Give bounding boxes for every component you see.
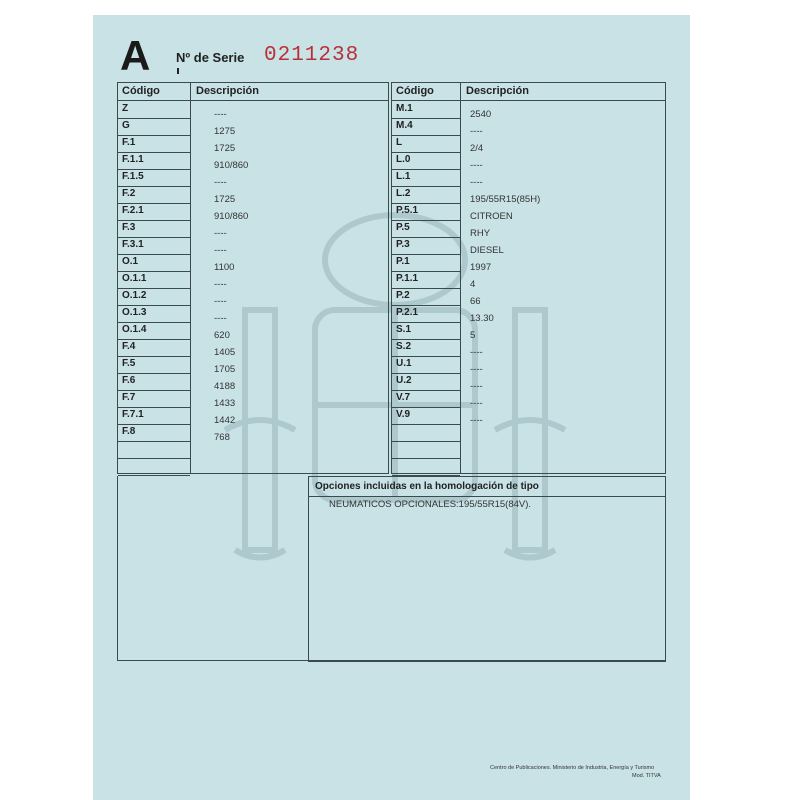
footer-model: Mod. TITVA (632, 773, 661, 779)
row-code: V.7 (396, 392, 411, 403)
code-row-line (392, 356, 460, 357)
row-code: G (122, 120, 130, 131)
code-row-line (118, 458, 190, 459)
code-row-line (392, 271, 460, 272)
serial-number: 0211238 (264, 44, 360, 67)
row-code: F.3.1 (122, 239, 144, 250)
row-code: F.4 (122, 341, 136, 352)
row-code: P.5 (396, 222, 410, 233)
row-code: F.7.1 (122, 409, 144, 420)
code-row-line (392, 373, 460, 374)
form-letter: A (120, 32, 151, 79)
right-code-table (391, 82, 666, 474)
row-code: Z (122, 103, 129, 114)
row-code: L.0 (396, 154, 411, 165)
row-description: 195/55R15(85H) (470, 194, 541, 205)
row-code: F.8 (122, 426, 136, 437)
row-code: F.2 (122, 188, 136, 199)
code-row-line (392, 390, 460, 391)
row-code: L.1 (396, 171, 411, 182)
row-description: ---- (470, 126, 483, 137)
row-description: 2540 (470, 109, 492, 120)
row-description: ---- (470, 381, 483, 392)
row-code: P.3 (396, 239, 410, 250)
row-code: L.2 (396, 188, 411, 199)
row-description: ---- (470, 398, 483, 409)
row-description: ---- (214, 279, 227, 290)
code-row-line (118, 152, 190, 153)
options-title: Opciones incluidas en la homologación de tipo (315, 481, 539, 492)
code-row-line (392, 407, 460, 408)
row-description: CITROEN (470, 211, 513, 222)
code-row-line (118, 220, 190, 221)
row-description: 1725 (214, 143, 236, 154)
code-row-line (392, 288, 460, 289)
row-description: 4 (470, 279, 476, 290)
row-description: RHY (470, 228, 491, 239)
row-description: ---- (214, 177, 227, 188)
row-description: 620 (214, 330, 230, 341)
code-row-line (118, 169, 190, 170)
row-code: U.1 (396, 358, 412, 369)
row-code: O.1 (122, 256, 139, 267)
row-description: 4188 (214, 381, 236, 392)
row-code: P.5.1 (396, 205, 419, 216)
right-code-header: Código (396, 85, 434, 97)
code-row-line (118, 254, 190, 255)
code-row-line (118, 322, 190, 323)
row-description: 1725 (214, 194, 236, 205)
code-row-line (392, 203, 460, 204)
code-row-line (392, 339, 460, 340)
row-code: F.7 (122, 392, 136, 403)
row-code: M.1 (396, 103, 413, 114)
row-description: 13.30 (470, 313, 494, 324)
code-row-line (118, 135, 190, 136)
row-description: 2/4 (470, 143, 484, 154)
code-row-line (392, 118, 460, 119)
row-description: 1405 (214, 347, 236, 358)
options-divider (309, 496, 665, 497)
row-description: ---- (214, 313, 227, 324)
row-description: 1705 (214, 364, 236, 375)
code-row-line (392, 305, 460, 306)
row-code: P.2 (396, 290, 410, 301)
row-code: S.1 (396, 324, 412, 335)
bottom-rule (117, 660, 665, 661)
row-description: ---- (470, 347, 483, 358)
mark (177, 68, 179, 74)
code-row-line (392, 169, 460, 170)
row-code: P.1.1 (396, 273, 419, 284)
code-row-line (392, 152, 460, 153)
row-code: F.1.1 (122, 154, 144, 165)
code-row-line (392, 458, 460, 459)
row-description: 1442 (214, 415, 236, 426)
row-code: S.2 (396, 341, 412, 352)
row-description: 1100 (214, 262, 235, 273)
row-description: ---- (470, 160, 483, 171)
code-row-line (118, 356, 190, 357)
row-description: ---- (470, 177, 483, 188)
code-row-line (118, 373, 190, 374)
row-code: O.1.3 (122, 307, 147, 318)
row-code: F.5 (122, 358, 136, 369)
code-row-line (118, 288, 190, 289)
row-description: ---- (470, 415, 483, 426)
row-description: 1997 (470, 262, 492, 273)
row-code: V.9 (396, 409, 411, 420)
header-divider (392, 100, 665, 101)
code-row-line (392, 220, 460, 221)
row-description: 5 (470, 330, 476, 341)
options-box (308, 476, 666, 662)
code-row-line (118, 118, 190, 119)
code-row-line (118, 339, 190, 340)
row-description: 1433 (214, 398, 236, 409)
row-description: DIESEL (470, 245, 504, 256)
right-desc-header: Descripción (466, 85, 529, 97)
row-code: F.6 (122, 375, 136, 386)
row-code: O.1.1 (122, 273, 147, 284)
code-row-line (392, 322, 460, 323)
row-code: U.2 (396, 375, 412, 386)
row-description: ---- (214, 245, 227, 256)
code-row-line (118, 305, 190, 306)
row-description: ---- (214, 296, 227, 307)
row-code: O.1.4 (122, 324, 147, 335)
code-row-line (118, 390, 190, 391)
left-desc-header: Descripción (196, 85, 259, 97)
row-code: F.1.5 (122, 171, 144, 182)
row-code: P.1 (396, 256, 410, 267)
row-code: F.2.1 (122, 205, 144, 216)
row-code: O.1.2 (122, 290, 147, 301)
row-code: L (396, 137, 403, 148)
blank-area (117, 476, 308, 661)
row-description: 768 (214, 432, 230, 443)
code-row-line (118, 271, 190, 272)
row-description: 66 (470, 296, 481, 307)
row-description: ---- (214, 109, 227, 120)
serial-label: Nº de Serie (176, 50, 245, 65)
code-row-line (392, 254, 460, 255)
code-row-line (392, 441, 460, 442)
row-description: 1275 (214, 126, 236, 137)
options-text: NEUMATICOS OPCIONALES:195/55R15(84V). (329, 499, 532, 510)
header-divider (118, 100, 388, 101)
left-code-table (117, 82, 389, 474)
row-code: F.1 (122, 137, 136, 148)
row-description: 910/860 (214, 160, 249, 171)
left-code-header: Código (122, 85, 160, 97)
code-row-line (392, 424, 460, 425)
row-code: P.2.1 (396, 307, 419, 318)
code-row-line (392, 237, 460, 238)
code-row-line (118, 203, 190, 204)
row-description: 910/860 (214, 211, 249, 222)
row-code: M.4 (396, 120, 413, 131)
row-code: F.3 (122, 222, 136, 233)
code-row-line (392, 186, 460, 187)
code-row-line (118, 424, 190, 425)
row-description: ---- (470, 364, 483, 375)
code-row-line (392, 135, 460, 136)
code-row-line (118, 441, 190, 442)
row-description: ---- (214, 228, 227, 239)
code-row-line (118, 237, 190, 238)
footer-publisher: Centro de Publicaciones. Ministerio de Industria, Energía y Turismo (490, 765, 655, 771)
code-row-line (118, 407, 190, 408)
code-row-line (118, 186, 190, 187)
